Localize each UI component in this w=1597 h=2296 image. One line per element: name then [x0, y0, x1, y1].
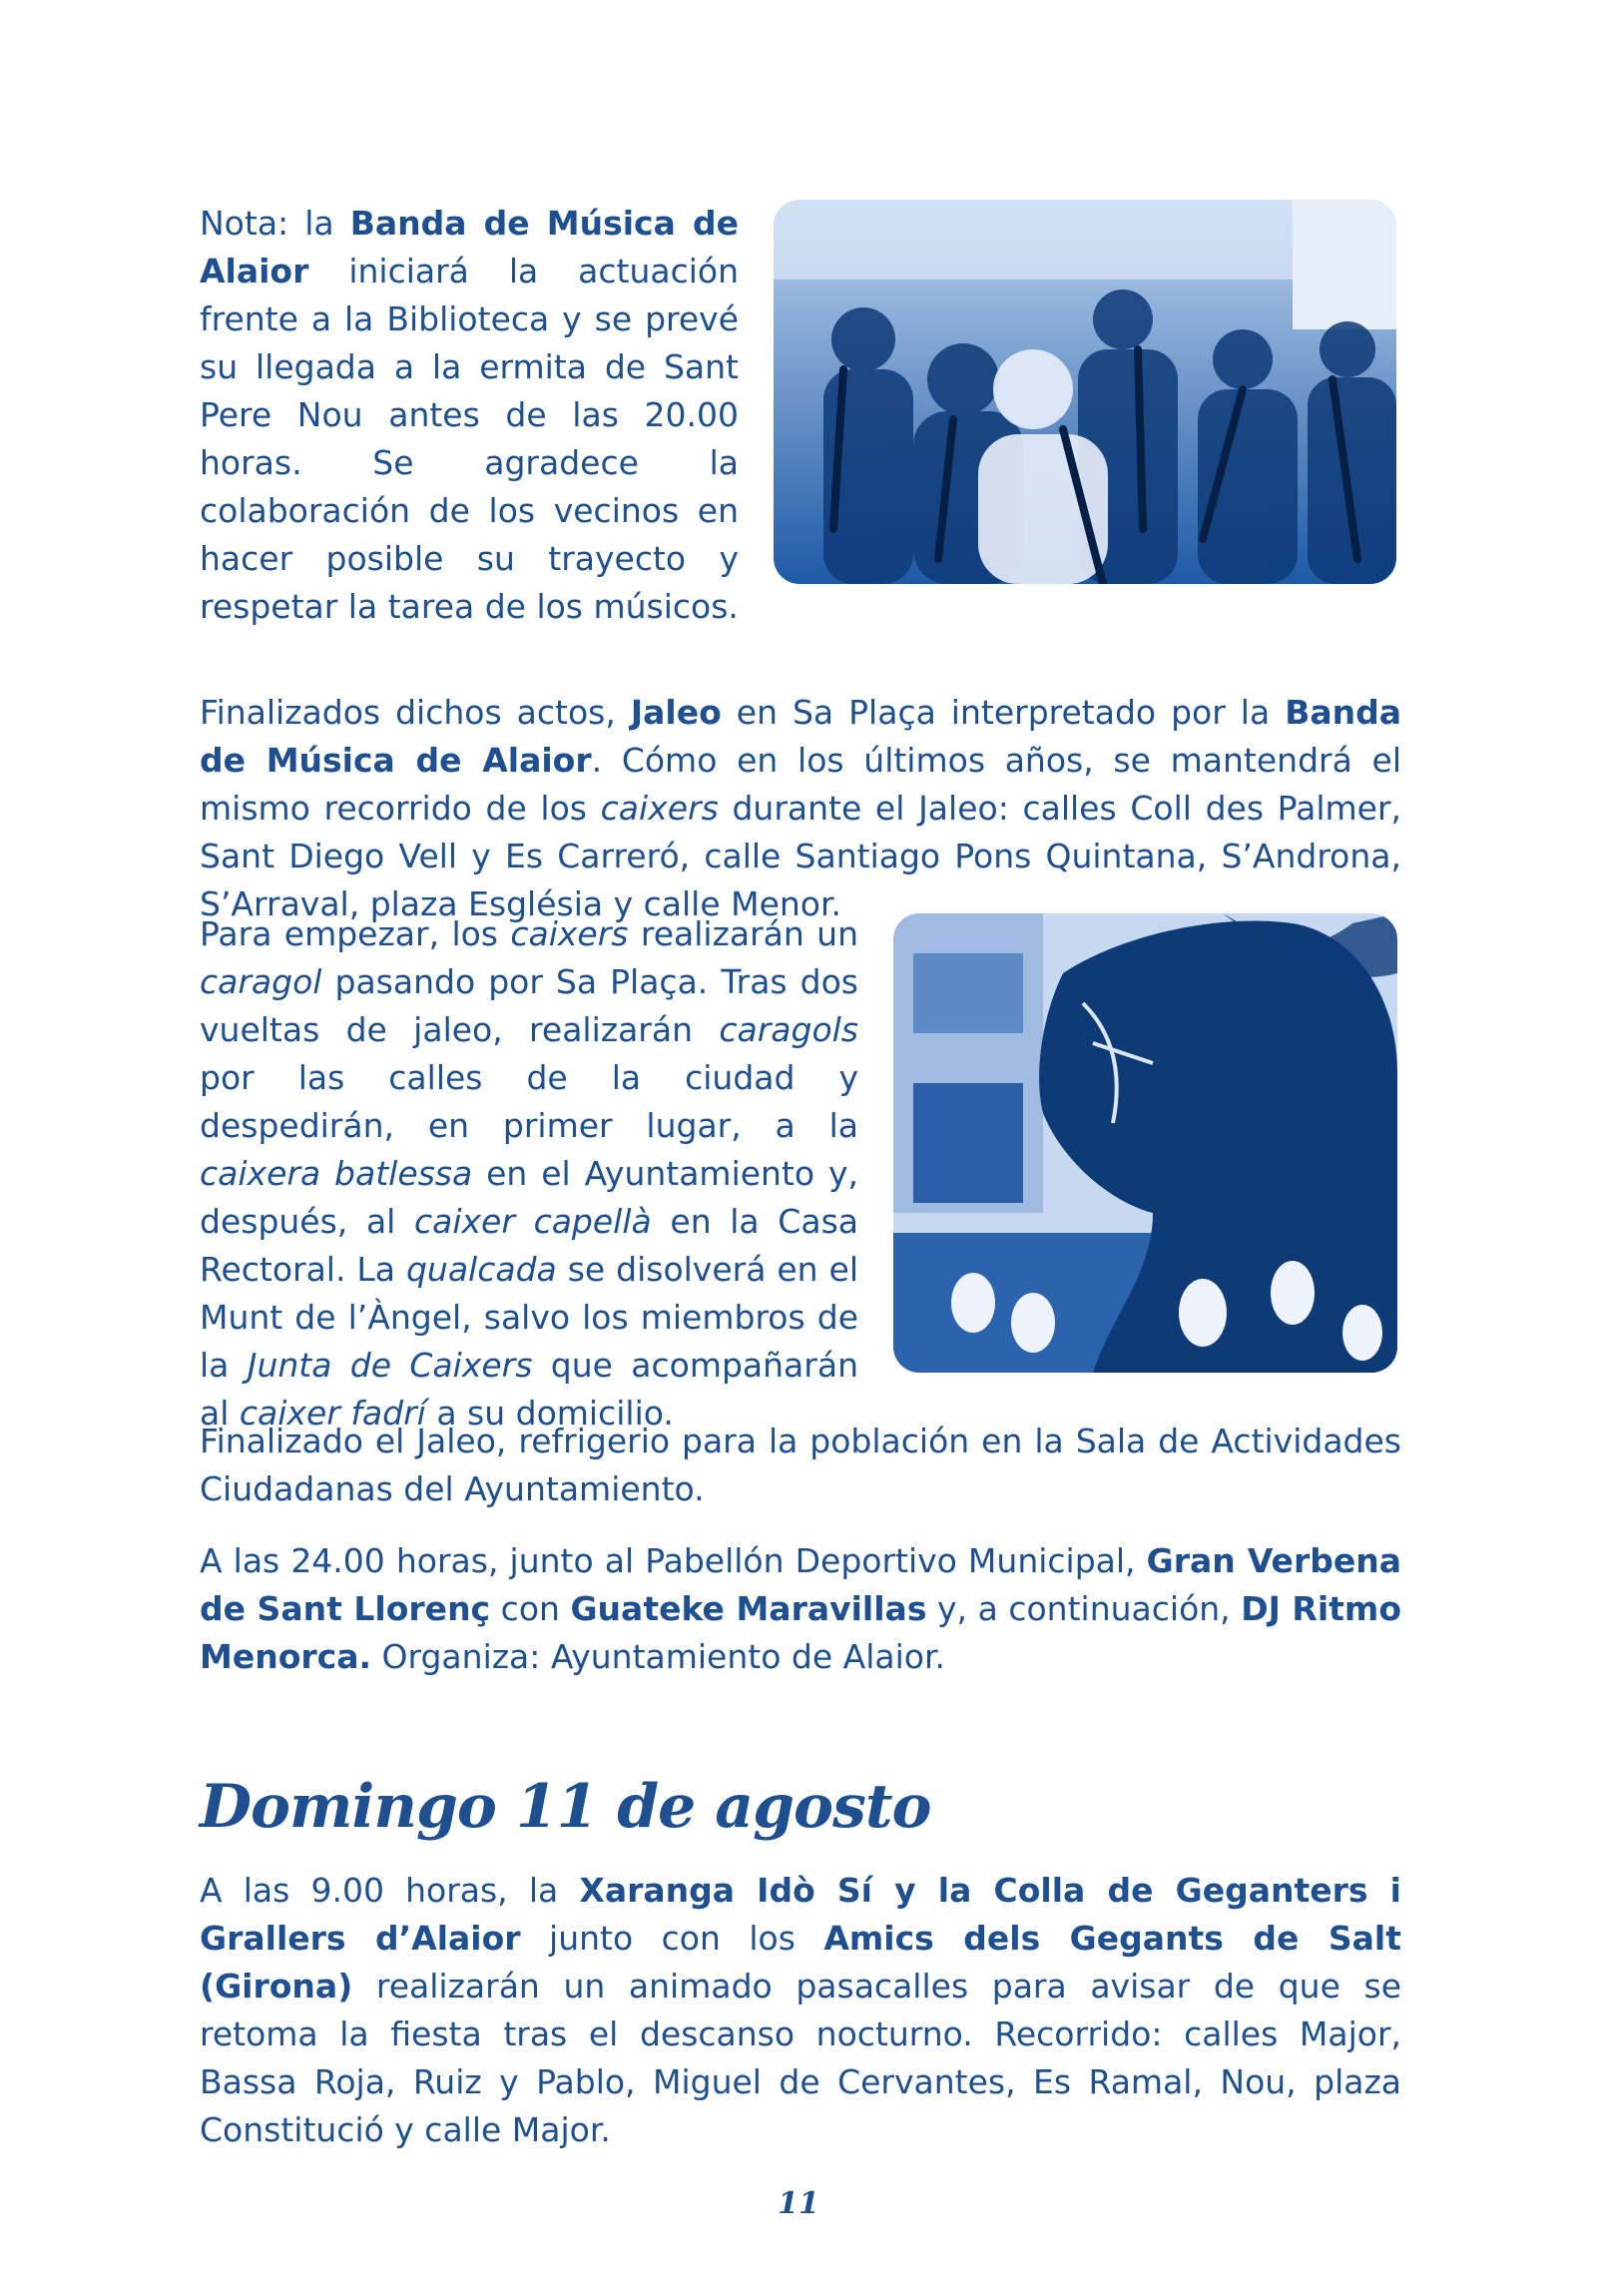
- pasacalles-paragraph: A las 9.00 horas, la Xaranga Idò Sí y la Colla de Geganters i Grallers d’Alaior junto con los Amics dels Gegants de Salt (Girona) realizarán un animado pasacalles para avisar de que se retoma la fiesta tras el descanso nocturno. Recorrido: calles Major, Bassa Roja, Ruiz y Pablo, Miguel de Cervantes, Es Ramal, Nou, plaza Constitució y calle Major.: [200, 1871, 1402, 2149]
- horse-photo: [893, 913, 1397, 1373]
- refreshment-paragraph: Finalizado el Jaleo, refrigerio para la población en la Sala de Actividades Ciudadanas del Ayuntamiento.: [200, 1422, 1401, 1508]
- band-name: Banda de Música de Alaior: [200, 204, 739, 290]
- jaleo-paragraph: Finalizados dichos actos, Jaleo en Sa Plaça interpretado por la Banda de Música de Alaior. Cómo en los últimos años, se mantendrá el mismo recorrido de los caixers durante el Jaleo: calles Coll des Palmer, Sant Diego Vell y Es Carreró, calle Santiago Pons Quintana, S’Androna, S’Arraval, plaza Església y calle Menor.: [200, 693, 1401, 923]
- band-photo: [774, 200, 1396, 584]
- caixers-paragraph: Para empezar, los caixers realizarán un caragol pasando por Sa Plaça. Tras dos vueltas de jaleo, realizarán caragols por las calles de la ciudad y despedirán, en primer lugar, a la caixera batlessa en el Ayuntamiento y, después, al caixer capellà en la Casa Rectoral. La qualcada se disolverá en el Munt de l’Àngel, salvo los miembros de la Junta de Caixers que acompañarán al caixer fadrí a su domicilio.: [200, 914, 858, 1433]
- page-number: 11: [778, 2186, 819, 2221]
- band-note-paragraph: Nota: la Banda de Música de Alaior iniciará la actuación frente a la Biblioteca y se prevé su llegada a la ermita de Sant Pere Nou antes de las 20.00 horas. Se agradece la colaboración de los vecinos en hacer posible su trayecto y respetar la tarea de los músicos.: [200, 204, 739, 626]
- section-heading: Domingo 11 de agosto: [200, 1772, 931, 1842]
- verbena-paragraph: A las 24.00 horas, junto al Pabellón Deportivo Municipal, Gran Verbena de Sant Llorenç con Guateke Maravillas y, a continuación, DJ Ritmo Menorca. Organiza: Ayuntamiento de Alaior.: [200, 1541, 1401, 1676]
